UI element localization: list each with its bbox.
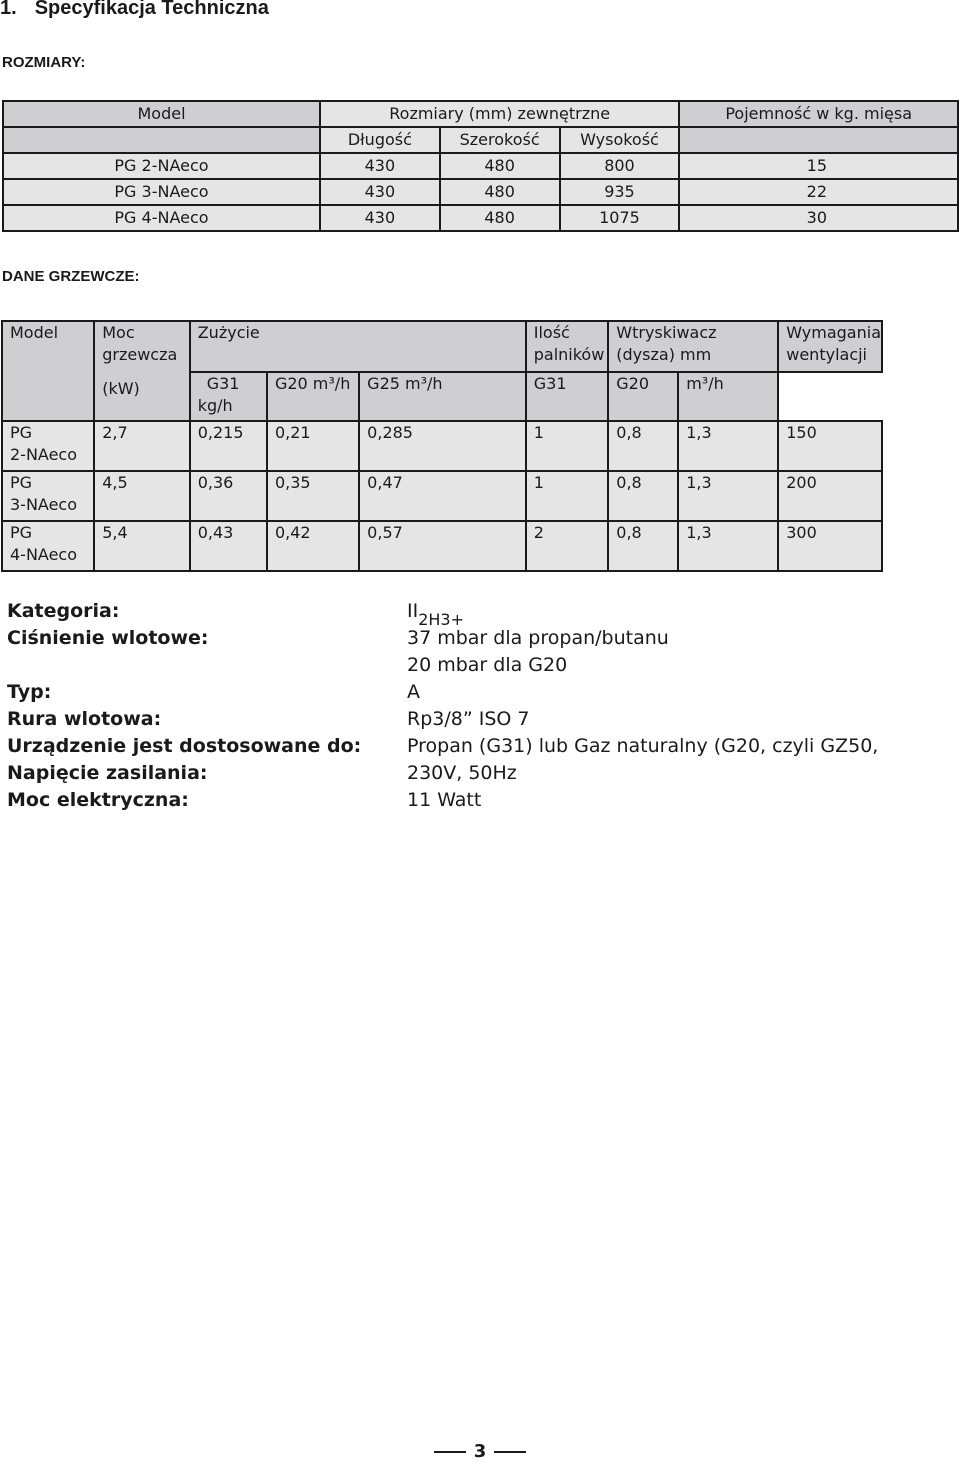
header-model: Model (3, 101, 320, 127)
header-power-unit: (kW) (102, 379, 140, 398)
header-inj-g20: G20 (608, 372, 678, 421)
spec-label: Napięcie zasilania: (7, 762, 208, 784)
cell-inj-g20: 1,3 (678, 471, 778, 521)
header-burners-line1: Ilość (533, 323, 570, 342)
cell-vent: 150 (778, 421, 882, 471)
table-row (3, 179, 958, 205)
header-burners (526, 321, 609, 372)
header-g31-text: G31 (206, 374, 240, 393)
header-consumption (190, 321, 526, 372)
spec-adapted (7, 735, 957, 762)
cell-height: 1075 (560, 205, 680, 231)
header-g25: G25 m³/h (359, 372, 526, 421)
cell-g31: 0,36 (190, 471, 267, 521)
spec-label: Moc elektryczna: (7, 789, 189, 811)
cell-model-line1: PG (10, 473, 33, 492)
spec-value: A (407, 681, 420, 703)
spec-pressure-2 (7, 654, 957, 681)
category-main: II (407, 600, 419, 622)
heating-section-title: DANE GRZEWCZE: (2, 268, 140, 285)
spec-electric (7, 789, 957, 816)
sizes-section-title: ROZMIARY: (2, 54, 86, 71)
header-g31 (190, 372, 267, 421)
footer-dash-left (434, 1451, 466, 1453)
cell-power: 4,5 (94, 471, 190, 521)
spec-label: Typ: (7, 681, 52, 703)
cell-g25: 0,47 (359, 471, 526, 521)
section-number: 1. (0, 0, 17, 19)
cell-model: PG 4-NAeco (3, 205, 320, 231)
heating-table (1, 320, 883, 572)
page-footer (0, 1441, 960, 1462)
cell-vent: 200 (778, 471, 882, 521)
table-row (2, 521, 882, 571)
header-power (94, 321, 190, 421)
spec-pressure (7, 627, 957, 654)
cell-inj-g31: 0,8 (608, 471, 678, 521)
spec-value: 37 mbar dla propan/butanu (407, 627, 669, 649)
header-model (2, 321, 94, 421)
cell-model-line1: PG (10, 523, 33, 542)
spec-category (7, 600, 957, 627)
header-dimensions: Rozmiary (mm) zewnętrzne (320, 101, 679, 127)
cell-length: 430 (320, 153, 440, 179)
header-ventilation-line1: Wymagania (786, 323, 881, 342)
header-capacity: Pojemność w kg. mięsa (679, 101, 958, 127)
cell-inj-g20: 1,3 (678, 421, 778, 471)
table-row (2, 421, 882, 471)
header-injector-line2: (dysza) mm (616, 345, 712, 364)
header-vent-unit: m³/h (678, 372, 778, 421)
cell-g31: 0,215 (190, 421, 267, 471)
table-row (3, 205, 958, 231)
cell-power: 2,7 (94, 421, 190, 471)
cell-length: 430 (320, 179, 440, 205)
cell-g31: 0,43 (190, 521, 267, 571)
cell-model-line2: 4-NAeco (10, 545, 78, 564)
spec-value: 230V, 50Hz (407, 762, 517, 784)
header-burners-line2: palników (533, 345, 605, 364)
cell-model-line1: PG (10, 423, 33, 442)
spec-label: Urządzenie jest dostosowane do: (7, 735, 362, 757)
cell-inj-g31: 0,8 (608, 521, 678, 571)
page-number: 3 (473, 1441, 487, 1462)
spec-value: 11 Watt (407, 789, 482, 811)
cell-burners: 1 (526, 471, 609, 521)
spec-value: Rp3/8” ISO 7 (407, 708, 530, 730)
table-header-row (3, 101, 958, 127)
header-height: Wysokość (560, 127, 680, 153)
header-inj-g31: G31 (526, 372, 609, 421)
cell-inj-g20: 1,3 (678, 521, 778, 571)
spec-voltage (7, 762, 957, 789)
table-subheader-row (3, 127, 958, 153)
cell-g20: 0,42 (267, 521, 359, 571)
spec-value: 20 mbar dla G20 (407, 654, 568, 676)
header-empty (679, 127, 958, 153)
table-row (2, 471, 882, 521)
spec-value (407, 600, 464, 629)
cell-g20: 0,35 (267, 471, 359, 521)
header-ventilation (778, 321, 882, 372)
sizes-table (2, 100, 959, 232)
footer-dash-right (494, 1451, 526, 1453)
cell-g25: 0,285 (359, 421, 526, 471)
cell-model-line2: 3-NAeco (10, 495, 78, 514)
cell-g25: 0,57 (359, 521, 526, 571)
spec-pipe (7, 708, 957, 735)
spec-type (7, 681, 957, 708)
cell-capacity: 22 (679, 179, 958, 205)
cell-model (2, 521, 94, 571)
category-sub: 2H3+ (418, 610, 465, 629)
cell-width: 480 (440, 153, 560, 179)
section-heading (0, 0, 269, 20)
cell-capacity: 30 (679, 205, 958, 231)
cell-vent: 300 (778, 521, 882, 571)
cell-model: PG 2-NAeco (3, 153, 320, 179)
header-power-line2: grzewcza (102, 345, 178, 364)
header-empty (3, 127, 320, 153)
section-title: Specyfikacja Techniczna (34, 0, 269, 19)
cell-model-line2: 2-NAeco (10, 445, 78, 464)
table-header-row (2, 321, 882, 372)
cell-burners: 2 (526, 521, 609, 571)
header-g20: G20 m³/h (267, 372, 359, 421)
table-row (3, 153, 958, 179)
spec-label: Ciśnienie wlotowe: (7, 627, 209, 649)
spec-value: Propan (G31) lub Gaz naturalny (G20, czyli GZ50, (407, 735, 879, 757)
spec-label: Kategoria: (7, 600, 120, 622)
header-power-line1: Moc (102, 323, 135, 342)
cell-g20: 0,21 (267, 421, 359, 471)
cell-length: 430 (320, 205, 440, 231)
cell-capacity: 15 (679, 153, 958, 179)
header-injector-line1: Wtryskiwacz (616, 323, 717, 342)
header-g31-unit: kg/h (197, 396, 233, 415)
cell-model (2, 421, 94, 471)
header-injector (608, 321, 778, 372)
cell-power: 5,4 (94, 521, 190, 571)
cell-model (2, 471, 94, 521)
header-ventilation-line2: wentylacji (786, 345, 867, 364)
header-model-text: Model (10, 323, 59, 342)
cell-height: 800 (560, 153, 680, 179)
cell-burners: 1 (526, 421, 609, 471)
cell-width: 480 (440, 205, 560, 231)
header-consumption-text: Zużycie (197, 323, 260, 342)
spec-label: Rura wlotowa: (7, 708, 162, 730)
header-width: Szerokość (440, 127, 560, 153)
cell-inj-g31: 0,8 (608, 421, 678, 471)
cell-model: PG 3-NAeco (3, 179, 320, 205)
header-length: Długość (320, 127, 440, 153)
cell-height: 935 (560, 179, 680, 205)
cell-width: 480 (440, 179, 560, 205)
